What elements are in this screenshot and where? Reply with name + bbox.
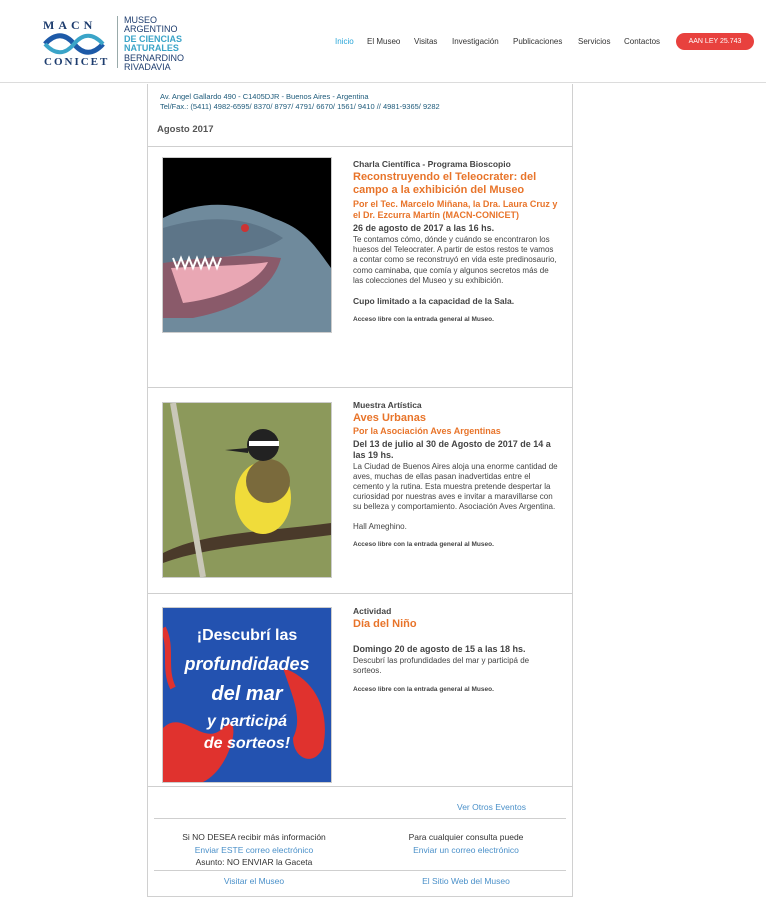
event-card xyxy=(148,387,572,594)
event-access: Acceso libre con la entrada general al Museo. xyxy=(353,685,494,693)
macn-logo-wave-icon xyxy=(43,33,105,55)
footer-divider xyxy=(154,870,566,871)
contact-block xyxy=(360,831,572,856)
more-events-link[interactable]: Ver Otros Eventos xyxy=(457,802,526,812)
event-date: Domingo 20 de agosto de 15 a las 18 hs. xyxy=(353,643,526,654)
event-card xyxy=(148,593,572,786)
contact-link[interactable]: Enviar un correo electrónico xyxy=(413,844,519,855)
museum-name-line: BERNARDINO xyxy=(124,52,185,63)
nav-contactos[interactable]: Contactos xyxy=(624,37,661,46)
footer-divider xyxy=(148,786,572,787)
phone-line: Tel/Fax.: (5411) 4982-6595/ 8370/ 8797/ 4791/ 6670/ 1561/ 9410 // 4981-9365/ 9282 xyxy=(160,102,440,111)
address-block xyxy=(160,92,440,112)
museum-name-line: ARGENTINO xyxy=(124,24,178,35)
event-speakers: Por el Tec. Marcelo Miñana, la Dra. Laura Cruz y el Dr. Ezcurra Martín (MACN-CONICET) xyxy=(353,199,558,220)
unsubscribe-text: Si NO DESEA recibir más información xyxy=(182,832,326,842)
event-location: Hall Ameghino. xyxy=(353,521,407,531)
address-line: Av. Angel Gallardo 490 - C1405DJR - Buenos Aires - Argentina xyxy=(160,92,369,101)
dinosaur-image-icon xyxy=(163,158,331,332)
unsubscribe-block xyxy=(148,831,360,869)
month-heading: Agosto 2017 xyxy=(157,124,214,135)
image-caption: de sorteos! xyxy=(203,735,291,752)
museum-website-link[interactable]: El Sitio Web del Museo xyxy=(422,876,510,886)
unsubscribe-subject: Asunto: NO ENVIAR la Gaceta xyxy=(195,857,313,867)
event-category: Charla Científica - Programa Bioscopio xyxy=(353,159,511,169)
museum-name-line: RIVADAVIA xyxy=(124,62,171,73)
museum-name-line: NATURALES xyxy=(124,43,179,54)
nav-investigacion[interactable]: Investigación xyxy=(452,37,499,46)
event-note: Cupo limitado a la capacidad de la Sala. xyxy=(353,296,515,307)
museum-name-line: MUSEO xyxy=(124,15,158,25)
site-header xyxy=(0,0,766,83)
nav-publicaciones[interactable]: Publicaciones xyxy=(513,37,563,46)
event-category: Muestra Artística xyxy=(353,400,422,410)
event-image-ninos[interactable] xyxy=(162,607,332,783)
event-access: Acceso libre con la entrada general al Museo. xyxy=(353,316,494,324)
unsubscribe-link[interactable]: Enviar ESTE correo electrónico xyxy=(194,844,314,855)
image-caption: ¡Descubrí las xyxy=(196,627,298,644)
museum-name xyxy=(124,16,184,72)
event-description: Te contamos cómo, dónde y cuándo se encontraron los huesos del Teleocrater. A partir de estos restos te vamos a contar como se reconstruyó en vida este predinosaurio, como caminaba, que comía y algunos secretos más de las colecciones del Museo y su exhibición. xyxy=(353,235,557,285)
macn-logo-text: MACN xyxy=(43,18,97,32)
nav-visitas[interactable]: Visitas xyxy=(414,37,438,46)
event-title[interactable]: Aves Urbanas xyxy=(353,412,426,424)
newsletter-body xyxy=(147,84,573,897)
event-image-dinosaur[interactable] xyxy=(162,157,332,333)
event-date: Del 13 de julio al 30 de Agosto de 2017 de 14 a las 19 hs. xyxy=(353,438,551,460)
event-title[interactable]: Día del Niño xyxy=(353,618,417,630)
event-organizer: Por la Asociación Aves Argentinas xyxy=(353,425,501,436)
ley-button[interactable]: AAN LEY 25.743 xyxy=(676,33,754,50)
event-text xyxy=(353,606,558,693)
event-title[interactable]: Reconstruyendo el Teleocrater: del campo a la exhibición del Museo xyxy=(353,171,537,196)
dia-del-nino-image-icon xyxy=(163,608,331,782)
nav-servicios[interactable]: Servicios xyxy=(578,37,611,46)
museum-name-line: DE CIENCIAS xyxy=(124,33,183,44)
event-description: Descubrí las profundidades del mar y participá de sorteos. xyxy=(353,655,530,675)
visit-museum-link[interactable]: Visitar el Museo xyxy=(223,876,285,886)
image-caption: profundidades xyxy=(184,654,310,674)
event-description: La Ciudad de Buenos Aires aloja una enorme cantidad de aves, muchas de ellas pasan inadvertidas entre el cemento y la rutina. Esta muestra pretende despertar la curiosidad por nuestras aves e invitar a maravillarse con su belleza y comportamiento. Asociación Aves Argentina. xyxy=(353,461,558,512)
nav-el-museo[interactable]: El Museo xyxy=(367,37,401,46)
event-card xyxy=(148,146,572,387)
event-text xyxy=(353,400,558,548)
nav-inicio[interactable]: Inicio xyxy=(335,37,354,46)
event-date: 26 de agosto de 2017 a las 16 hs. xyxy=(353,223,495,233)
conicet-logo-text: CONICET xyxy=(44,56,110,68)
image-caption: y participá xyxy=(206,713,288,730)
logo-divider xyxy=(117,16,118,68)
footer-divider xyxy=(154,818,566,819)
contact-text: Para cualquier consulta puede xyxy=(408,832,524,842)
event-category: Actividad xyxy=(353,606,392,616)
image-caption: del mar xyxy=(211,683,283,705)
event-image-bird[interactable] xyxy=(162,402,332,578)
event-access: Acceso libre con la entrada general al Museo. xyxy=(353,540,494,548)
event-text xyxy=(353,159,558,323)
bird-image-icon xyxy=(163,403,331,577)
